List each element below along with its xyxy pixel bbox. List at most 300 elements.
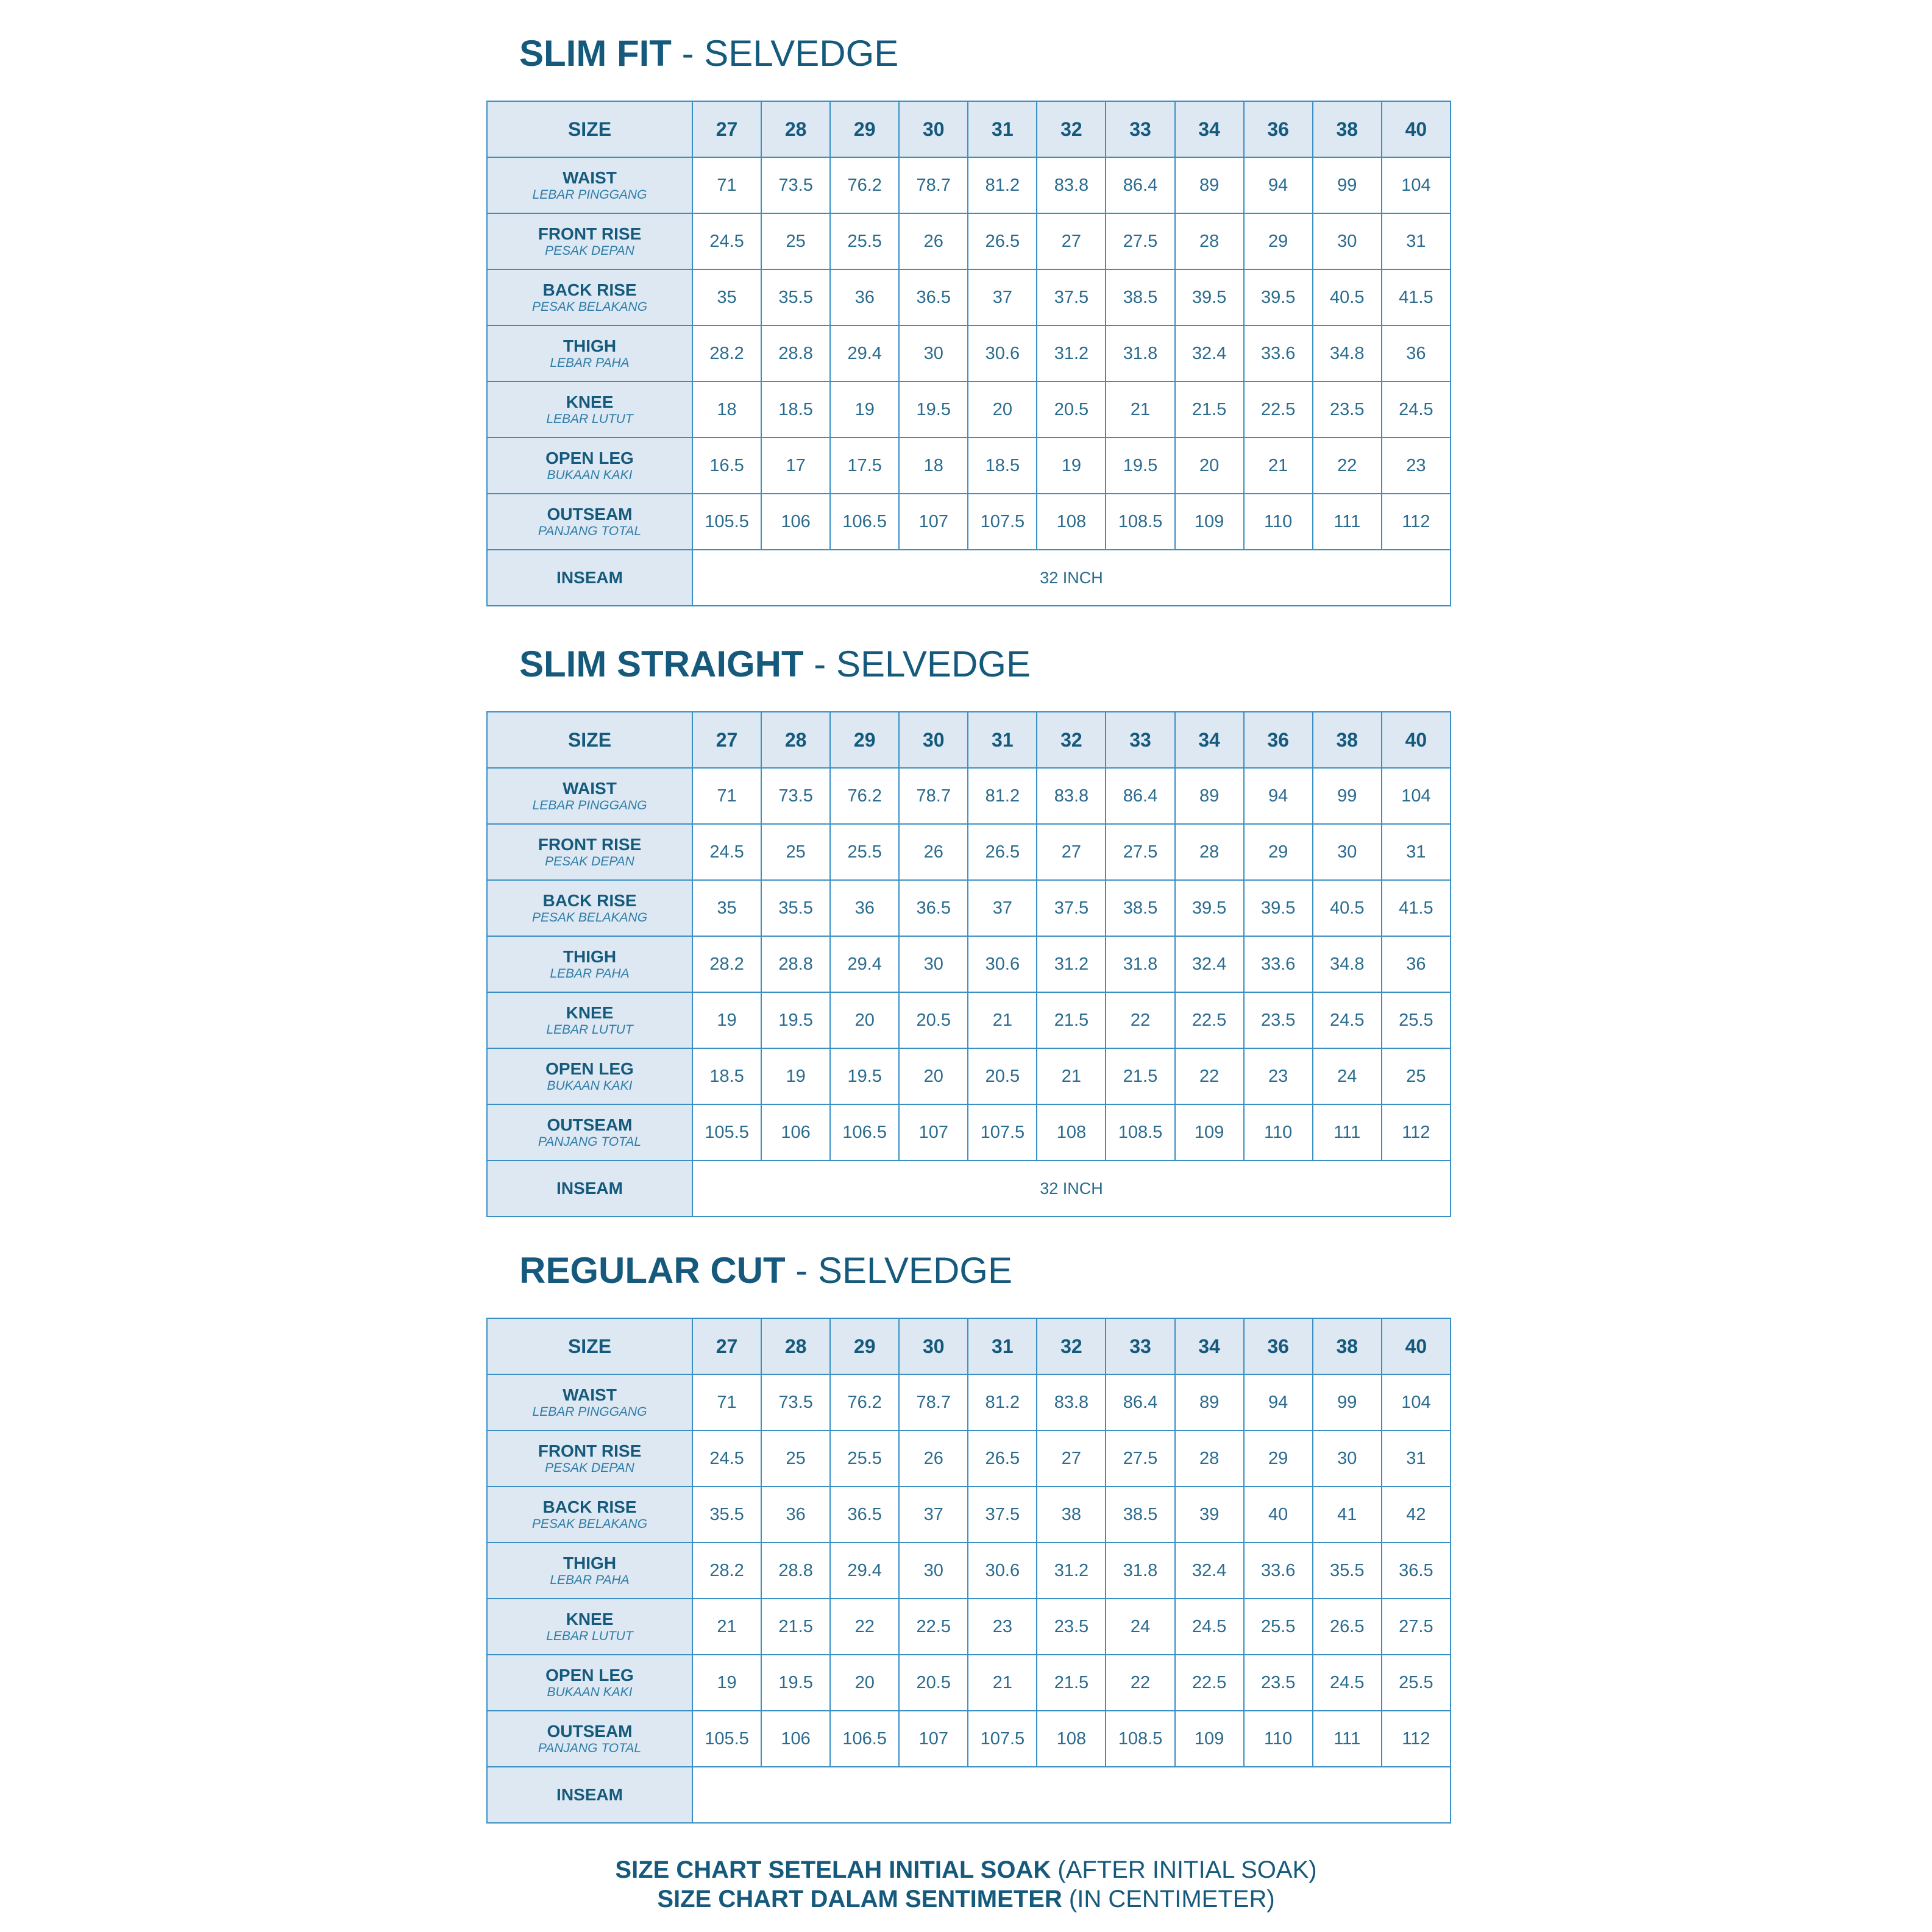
measurement-cell: 30 [899, 1543, 968, 1599]
row-label-english: WAIST [563, 168, 617, 187]
measurement-cell: 20.5 [899, 1655, 968, 1711]
row-label-english: OUTSEAM [547, 1115, 633, 1134]
inseam-label-text: INSEAM [556, 1785, 623, 1804]
measurement-cell: 23.5 [1244, 992, 1313, 1048]
measurement-cell: 18.5 [968, 438, 1037, 494]
measurement-cell: 32.4 [1175, 1543, 1244, 1599]
measurement-cell: 41.5 [1382, 880, 1451, 936]
row-label-english: BACK RISE [542, 891, 637, 910]
measurement-cell: 24.5 [692, 824, 761, 880]
row-label [487, 936, 692, 992]
measurement-row [487, 269, 1451, 325]
size-header-cell: 40 [1382, 1318, 1451, 1374]
measurement-cell: 105.5 [692, 1711, 761, 1767]
measurement-cell: 104 [1382, 768, 1451, 824]
measurement-cell: 71 [692, 768, 761, 824]
measurement-cell: 30.6 [968, 1543, 1037, 1599]
measurement-cell: 30 [899, 325, 968, 382]
measurement-cell: 30.6 [968, 936, 1037, 992]
measurement-cell: 23.5 [1244, 1655, 1313, 1711]
measurement-cell: 38.5 [1106, 880, 1174, 936]
measurement-cell: 42 [1382, 1486, 1451, 1543]
row-label-indonesian: PANJANG TOTAL [538, 524, 642, 538]
size-header-cell: 29 [830, 1318, 899, 1374]
measurement-row [487, 1486, 1451, 1543]
size-header-cell: 30 [899, 101, 968, 157]
row-label-indonesian: LEBAR PINGGANG [532, 798, 647, 812]
measurement-cell: 23 [1382, 438, 1451, 494]
size-header-row [487, 101, 1451, 157]
measurement-cell: 36 [830, 880, 899, 936]
measurement-cell: 29.4 [830, 325, 899, 382]
row-label-english: OUTSEAM [547, 505, 633, 524]
measurement-cell: 108.5 [1106, 494, 1174, 550]
measurement-cell: 108.5 [1106, 1711, 1174, 1767]
measurement-cell: 24.5 [692, 1430, 761, 1486]
row-label-english: FRONT RISE [538, 835, 642, 854]
row-label-indonesian: PESAK BELAKANG [531, 911, 648, 925]
measurement-cell: 19 [1037, 438, 1106, 494]
row-label [487, 992, 692, 1048]
measurement-cell: 25.5 [830, 213, 899, 269]
measurement-row [487, 1104, 1451, 1160]
measurement-cell: 31 [1382, 213, 1451, 269]
measurement-cell: 30.6 [968, 325, 1037, 382]
measurement-row [487, 438, 1451, 494]
measurement-cell: 29 [1244, 213, 1313, 269]
size-header-cell: 28 [761, 712, 830, 768]
measurement-cell: 86.4 [1106, 768, 1174, 824]
measurement-cell: 27 [1037, 213, 1106, 269]
measurement-cell: 28 [1175, 213, 1244, 269]
inseam-row [487, 550, 1451, 606]
measurement-cell: 40.5 [1313, 880, 1382, 936]
measurement-cell: 30 [1313, 213, 1382, 269]
measurement-cell: 33.6 [1244, 936, 1313, 992]
row-label-english: OPEN LEG [545, 1666, 634, 1685]
measurement-cell: 27.5 [1106, 213, 1174, 269]
measurement-row [487, 1711, 1451, 1767]
measurement-cell: 108.5 [1106, 1104, 1174, 1160]
measurement-cell: 20.5 [1037, 382, 1106, 438]
measurement-cell: 26.5 [968, 824, 1037, 880]
measurement-cell: 73.5 [761, 157, 830, 213]
measurement-cell: 34.8 [1313, 325, 1382, 382]
measurement-cell: 106.5 [830, 1711, 899, 1767]
inseam-label [487, 1767, 692, 1823]
row-label-english: BACK RISE [542, 1497, 637, 1516]
size-header-cell: 33 [1106, 1318, 1174, 1374]
measurement-cell: 99 [1313, 1374, 1382, 1430]
measurement-row [487, 880, 1451, 936]
measurement-cell: 38.5 [1106, 269, 1174, 325]
size-header-cell: 29 [830, 101, 899, 157]
measurement-cell: 35.5 [761, 269, 830, 325]
measurement-cell: 19.5 [761, 992, 830, 1048]
measurement-cell: 22.5 [899, 1599, 968, 1655]
measurement-cell: 21 [968, 1655, 1037, 1711]
measurement-cell: 110 [1244, 1711, 1313, 1767]
section-title-regular-cut: REGULAR CUT - SELVEDGE [519, 1250, 1012, 1291]
measurement-cell: 36.5 [899, 880, 968, 936]
measurement-cell: 36 [1382, 936, 1451, 992]
measurement-cell: 36.5 [899, 269, 968, 325]
measurement-cell: 106 [761, 1104, 830, 1160]
measurement-cell: 106 [761, 1711, 830, 1767]
row-label [487, 325, 692, 382]
measurement-cell: 31 [1382, 824, 1451, 880]
measurement-cell: 23.5 [1037, 1599, 1106, 1655]
measurement-cell: 37.5 [1037, 880, 1106, 936]
measurement-cell: 108 [1037, 1711, 1106, 1767]
measurement-cell: 39.5 [1244, 880, 1313, 936]
measurement-cell: 38 [1037, 1486, 1106, 1543]
row-label-indonesian: PESAK BELAKANG [531, 300, 648, 314]
row-label [487, 824, 692, 880]
measurement-cell: 35.5 [692, 1486, 761, 1543]
measurement-cell: 36 [761, 1486, 830, 1543]
measurement-cell: 39.5 [1244, 269, 1313, 325]
measurement-cell: 81.2 [968, 157, 1037, 213]
row-label [487, 880, 692, 936]
measurement-cell: 83.8 [1037, 768, 1106, 824]
size-header-cell: 38 [1313, 101, 1382, 157]
row-label-english: WAIST [563, 1385, 617, 1404]
measurement-cell: 78.7 [899, 1374, 968, 1430]
measurement-cell: 94 [1244, 157, 1313, 213]
measurement-cell: 25 [761, 1430, 830, 1486]
measurement-cell: 19 [692, 1655, 761, 1711]
measurement-cell: 78.7 [899, 768, 968, 824]
measurement-cell: 23.5 [1313, 382, 1382, 438]
measurement-cell: 25.5 [1244, 1599, 1313, 1655]
measurement-cell: 106.5 [830, 1104, 899, 1160]
row-label [487, 1486, 692, 1543]
measurement-cell: 36 [1382, 325, 1451, 382]
size-header-row [487, 1318, 1451, 1374]
measurement-cell: 35 [692, 269, 761, 325]
row-label-english: OPEN LEG [545, 1059, 634, 1078]
measurement-cell: 89 [1175, 1374, 1244, 1430]
measurement-row [487, 1048, 1451, 1104]
row-label-indonesian: PANJANG TOTAL [538, 1135, 642, 1149]
measurement-cell: 25.5 [830, 824, 899, 880]
size-header-cell: 27 [692, 101, 761, 157]
measurement-cell: 76.2 [830, 768, 899, 824]
measurement-cell: 37.5 [1037, 269, 1106, 325]
measurement-cell: 19 [830, 382, 899, 438]
measurement-row [487, 1430, 1451, 1486]
measurement-cell: 31.2 [1037, 325, 1106, 382]
measurement-cell: 109 [1175, 1711, 1244, 1767]
measurement-cell: 30 [1313, 1430, 1382, 1486]
measurement-cell: 112 [1382, 1711, 1451, 1767]
row-label [487, 494, 692, 550]
measurement-cell: 86.4 [1106, 157, 1174, 213]
measurement-row [487, 157, 1451, 213]
measurement-cell: 19.5 [830, 1048, 899, 1104]
inseam-value [692, 1767, 1451, 1823]
measurement-cell: 28 [1175, 824, 1244, 880]
row-label-indonesian: LEBAR LUTUT [546, 412, 633, 426]
measurement-row [487, 1599, 1451, 1655]
inseam-label [487, 1160, 692, 1216]
measurement-cell: 107 [899, 1711, 968, 1767]
inseam-label-text: INSEAM [556, 1179, 623, 1198]
measurement-cell: 29 [1244, 1430, 1313, 1486]
measurement-cell: 31.8 [1106, 1543, 1174, 1599]
measurement-cell: 27.5 [1106, 1430, 1174, 1486]
size-header-cell: 40 [1382, 712, 1451, 768]
measurement-cell: 31 [1382, 1430, 1451, 1486]
measurement-cell: 32.4 [1175, 936, 1244, 992]
size-chart-table-slim-straight [486, 711, 1451, 1217]
size-header-cell: 30 [899, 1318, 968, 1374]
measurement-cell: 27.5 [1106, 824, 1174, 880]
measurement-cell: 21.5 [1037, 992, 1106, 1048]
measurement-cell: 26.5 [968, 213, 1037, 269]
size-header-cell: 36 [1244, 1318, 1313, 1374]
measurement-cell: 108 [1037, 494, 1106, 550]
measurement-cell: 105.5 [692, 1104, 761, 1160]
measurement-row [487, 1543, 1451, 1599]
measurement-cell: 36 [830, 269, 899, 325]
row-label-english: KNEE [566, 392, 614, 411]
measurement-cell: 99 [1313, 157, 1382, 213]
row-label-english: KNEE [566, 1003, 614, 1022]
size-header-cell: 31 [968, 712, 1037, 768]
row-label-indonesian: LEBAR PINGGANG [532, 1405, 647, 1419]
row-label-indonesian: LEBAR LUTUT [546, 1629, 633, 1643]
row-label [487, 1599, 692, 1655]
measurement-cell: 21.5 [1175, 382, 1244, 438]
measurement-cell: 31.8 [1106, 325, 1174, 382]
measurement-cell: 22 [1313, 438, 1382, 494]
measurement-cell: 22 [1106, 992, 1174, 1048]
size-header-cell: 31 [968, 101, 1037, 157]
row-label-english: OUTSEAM [547, 1722, 633, 1741]
size-header-label: SIZE [487, 101, 692, 157]
measurement-cell: 30 [899, 936, 968, 992]
measurement-cell: 21.5 [761, 1599, 830, 1655]
measurement-cell: 22 [1106, 1655, 1174, 1711]
size-header-cell: 32 [1037, 1318, 1106, 1374]
row-label [487, 438, 692, 494]
row-label [487, 1104, 692, 1160]
measurement-cell: 24.5 [1313, 1655, 1382, 1711]
measurement-cell: 26 [899, 1430, 968, 1486]
measurement-cell: 39.5 [1175, 880, 1244, 936]
measurement-cell: 22.5 [1175, 992, 1244, 1048]
measurement-cell: 112 [1382, 1104, 1451, 1160]
size-header-row [487, 712, 1451, 768]
inseam-value: 32 INCH [692, 1160, 1451, 1216]
size-header-cell: 34 [1175, 712, 1244, 768]
row-label-english: OPEN LEG [545, 449, 634, 467]
measurement-cell: 35.5 [1313, 1543, 1382, 1599]
size-header-label: SIZE [487, 712, 692, 768]
row-label-english: WAIST [563, 779, 617, 798]
row-label [487, 1430, 692, 1486]
measurement-cell: 32.4 [1175, 325, 1244, 382]
measurement-cell: 107 [899, 494, 968, 550]
measurement-cell: 28.8 [761, 1543, 830, 1599]
row-label-indonesian: PESAK DEPAN [545, 244, 634, 258]
row-label-english: FRONT RISE [538, 224, 642, 243]
measurement-cell: 20 [899, 1048, 968, 1104]
measurement-cell: 23 [1244, 1048, 1313, 1104]
measurement-row [487, 936, 1451, 992]
measurement-cell: 111 [1313, 1104, 1382, 1160]
measurement-cell: 17 [761, 438, 830, 494]
measurement-cell: 18.5 [692, 1048, 761, 1104]
measurement-cell: 111 [1313, 1711, 1382, 1767]
measurement-cell: 25 [761, 824, 830, 880]
measurement-cell: 110 [1244, 1104, 1313, 1160]
measurement-cell: 40.5 [1313, 269, 1382, 325]
size-chart-table-slim-fit [486, 101, 1451, 606]
inseam-row [487, 1767, 1451, 1823]
row-label-indonesian: BUKAAN KAKI [547, 1685, 633, 1699]
section-title-slim-fit: SLIM FIT - SELVEDGE [519, 33, 899, 74]
measurement-cell: 94 [1244, 768, 1313, 824]
measurement-cell: 107.5 [968, 1711, 1037, 1767]
row-label-english: THIGH [563, 336, 617, 355]
size-chart-table-regular-cut [486, 1318, 1451, 1824]
measurement-cell: 94 [1244, 1374, 1313, 1430]
measurement-cell: 33.6 [1244, 325, 1313, 382]
measurement-cell: 24 [1313, 1048, 1382, 1104]
measurement-cell: 29.4 [830, 936, 899, 992]
measurement-cell: 23 [968, 1599, 1037, 1655]
measurement-row [487, 1655, 1451, 1711]
row-label [487, 1048, 692, 1104]
measurement-cell: 25.5 [1382, 1655, 1451, 1711]
measurement-cell: 24.5 [1313, 992, 1382, 1048]
measurement-cell: 28.8 [761, 936, 830, 992]
row-label-indonesian: LEBAR PAHA [550, 356, 630, 370]
measurement-cell: 20.5 [899, 992, 968, 1048]
measurement-cell: 37 [968, 269, 1037, 325]
row-label [487, 1374, 692, 1430]
measurement-cell: 109 [1175, 494, 1244, 550]
measurement-row [487, 824, 1451, 880]
measurement-cell: 28.2 [692, 325, 761, 382]
measurement-cell: 37 [968, 880, 1037, 936]
size-header-cell: 40 [1382, 101, 1451, 157]
row-label-indonesian: PANJANG TOTAL [538, 1741, 642, 1755]
size-header-cell: 36 [1244, 712, 1313, 768]
row-label-indonesian: LEBAR PINGGANG [532, 188, 647, 202]
size-header-cell: 32 [1037, 101, 1106, 157]
footer-note-unit: SIZE CHART DALAM SENTIMETER (IN CENTIMETER) [657, 1886, 1275, 1912]
size-header-cell: 33 [1106, 712, 1174, 768]
measurement-cell: 21 [1106, 382, 1174, 438]
measurement-cell: 20.5 [968, 1048, 1037, 1104]
measurement-cell: 31.2 [1037, 936, 1106, 992]
measurement-cell: 18.5 [761, 382, 830, 438]
measurement-cell: 26 [899, 213, 968, 269]
measurement-cell: 25 [1382, 1048, 1451, 1104]
measurement-cell: 71 [692, 1374, 761, 1430]
row-label-english: KNEE [566, 1610, 614, 1628]
row-label-indonesian: PESAK BELAKANG [531, 1517, 648, 1531]
footer-note-soak: SIZE CHART SETELAH INITIAL SOAK (AFTER INITIAL SOAK) [615, 1856, 1317, 1883]
measurement-cell: 39.5 [1175, 269, 1244, 325]
row-label-english: THIGH [563, 947, 617, 966]
measurement-cell: 35.5 [761, 880, 830, 936]
measurement-cell: 22.5 [1175, 1655, 1244, 1711]
measurement-cell: 24.5 [1175, 1599, 1244, 1655]
measurement-cell: 106.5 [830, 494, 899, 550]
measurement-row [487, 494, 1451, 550]
measurement-cell: 25.5 [1382, 992, 1451, 1048]
measurement-cell: 26.5 [968, 1430, 1037, 1486]
row-label [487, 213, 692, 269]
measurement-cell: 29 [1244, 824, 1313, 880]
row-label [487, 768, 692, 824]
measurement-cell: 83.8 [1037, 157, 1106, 213]
size-header-cell: 30 [899, 712, 968, 768]
measurement-cell: 25.5 [830, 1430, 899, 1486]
measurement-cell: 26 [899, 824, 968, 880]
row-label [487, 382, 692, 438]
measurement-cell: 41 [1313, 1486, 1382, 1543]
measurement-cell: 40 [1244, 1486, 1313, 1543]
inseam-label [487, 550, 692, 606]
size-header-cell: 36 [1244, 101, 1313, 157]
measurement-row [487, 213, 1451, 269]
measurement-cell: 28 [1175, 1430, 1244, 1486]
measurement-cell: 21 [968, 992, 1037, 1048]
measurement-cell: 36.5 [830, 1486, 899, 1543]
measurement-cell: 20 [968, 382, 1037, 438]
size-header-cell: 33 [1106, 101, 1174, 157]
measurement-cell: 105.5 [692, 494, 761, 550]
row-label-indonesian: BUKAAN KAKI [547, 468, 633, 482]
size-header-label: SIZE [487, 1318, 692, 1374]
row-label-english: BACK RISE [542, 280, 637, 299]
measurement-cell: 19 [692, 992, 761, 1048]
size-header-cell: 34 [1175, 1318, 1244, 1374]
measurement-cell: 31.2 [1037, 1543, 1106, 1599]
row-label [487, 1543, 692, 1599]
measurement-cell: 22.5 [1244, 382, 1313, 438]
measurement-cell: 34.8 [1313, 936, 1382, 992]
measurement-cell: 111 [1313, 494, 1382, 550]
measurement-row [487, 382, 1451, 438]
measurement-cell: 24 [1106, 1599, 1174, 1655]
measurement-row [487, 1374, 1451, 1430]
measurement-cell: 89 [1175, 768, 1244, 824]
measurement-cell: 19 [761, 1048, 830, 1104]
measurement-cell: 22 [830, 1599, 899, 1655]
measurement-cell: 78.7 [899, 157, 968, 213]
row-label-indonesian: BUKAAN KAKI [547, 1079, 633, 1093]
measurement-cell: 35 [692, 880, 761, 936]
measurement-cell: 25 [761, 213, 830, 269]
measurement-cell: 37.5 [968, 1486, 1037, 1543]
measurement-row [487, 992, 1451, 1048]
section-title-slim-straight: SLIM STRAIGHT - SELVEDGE [519, 644, 1031, 684]
measurement-cell: 21.5 [1106, 1048, 1174, 1104]
measurement-cell: 81.2 [968, 1374, 1037, 1430]
row-label-english: FRONT RISE [538, 1441, 642, 1460]
measurement-cell: 38.5 [1106, 1486, 1174, 1543]
measurement-cell: 108 [1037, 1104, 1106, 1160]
measurement-cell: 76.2 [830, 157, 899, 213]
measurement-cell: 39 [1175, 1486, 1244, 1543]
